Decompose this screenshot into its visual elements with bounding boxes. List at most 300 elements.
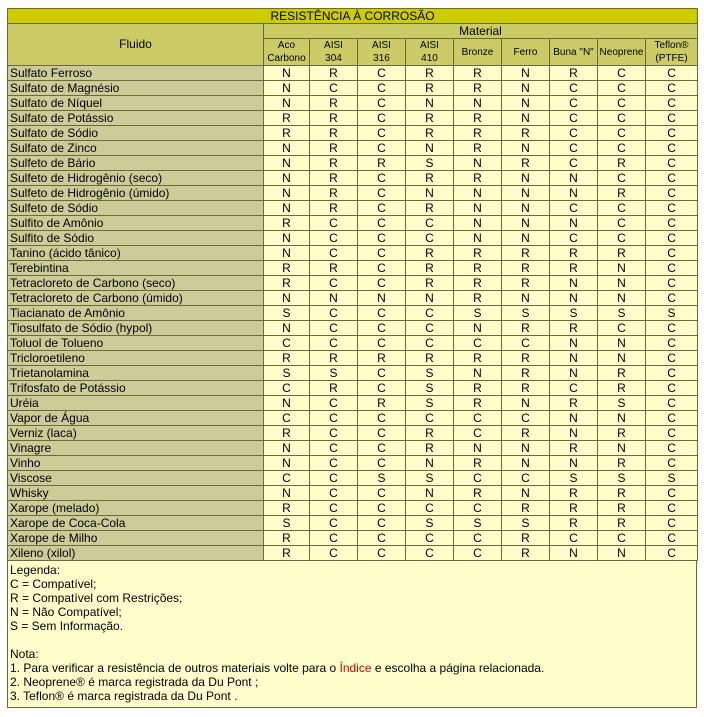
- compatibility-cell: S: [646, 306, 698, 321]
- material-header-8: [646, 39, 698, 66]
- compatibility-cell: R: [454, 111, 502, 126]
- compatibility-cell: S: [406, 381, 454, 396]
- compatibility-cell: N: [502, 111, 550, 126]
- compatibility-cell: C: [646, 291, 698, 306]
- compatibility-cell: N: [598, 291, 646, 306]
- compatibility-cell: N: [550, 291, 598, 306]
- compatibility-cell: N: [264, 186, 310, 201]
- compatibility-cell: N: [550, 171, 598, 186]
- compatibility-cell: C: [358, 81, 406, 96]
- compatibility-cell: R: [310, 381, 358, 396]
- compatibility-cell: R: [454, 246, 502, 261]
- compatibility-cell: S: [598, 306, 646, 321]
- table-row: [8, 141, 698, 156]
- corrosion-table: [7, 8, 698, 561]
- compatibility-cell: R: [406, 246, 454, 261]
- compatibility-cell: R: [264, 216, 310, 231]
- compatibility-cell: R: [598, 486, 646, 501]
- compatibility-cell: C: [310, 216, 358, 231]
- compatibility-cell: R: [598, 186, 646, 201]
- compatibility-cell: C: [358, 456, 406, 471]
- compatibility-cell: N: [454, 201, 502, 216]
- compatibility-cell: R: [550, 66, 598, 81]
- compatibility-cell: R: [310, 141, 358, 156]
- compatibility-cell: R: [310, 111, 358, 126]
- fluid-name-cell: Sulfato de Níquel: [8, 96, 264, 111]
- compatibility-cell: N: [264, 231, 310, 246]
- fluid-name-cell: Sulfito de Sódio: [8, 231, 264, 246]
- compatibility-cell: N: [264, 96, 310, 111]
- compatibility-cell: C: [646, 351, 698, 366]
- compatibility-cell: N: [502, 291, 550, 306]
- legend-notes-box: [7, 561, 697, 708]
- table-row: [8, 276, 698, 291]
- table-row: [8, 351, 698, 366]
- fluid-name-cell: Vapor de Água: [8, 411, 264, 426]
- compatibility-cell: N: [550, 351, 598, 366]
- compatibility-cell: C: [454, 546, 502, 561]
- fluid-name-cell: Xarope de Milho: [8, 531, 264, 546]
- compatibility-cell: C: [646, 411, 698, 426]
- table-row: [8, 291, 698, 306]
- compatibility-cell: R: [550, 246, 598, 261]
- fluid-name-cell: Xarope de Coca-Cola: [8, 516, 264, 531]
- compatibility-cell: S: [550, 306, 598, 321]
- compatibility-cell: R: [550, 501, 598, 516]
- compatibility-cell: C: [310, 471, 358, 486]
- compatibility-cell: R: [502, 321, 550, 336]
- compatibility-cell: R: [406, 201, 454, 216]
- compatibility-cell: C: [646, 66, 698, 81]
- compatibility-cell: C: [358, 306, 406, 321]
- compatibility-cell: N: [598, 441, 646, 456]
- compatibility-cell: R: [454, 291, 502, 306]
- compatibility-cell: R: [310, 96, 358, 111]
- compatibility-cell: R: [264, 351, 310, 366]
- compatibility-cell: C: [358, 201, 406, 216]
- fluid-name-cell: Trifosfato de Potássio: [8, 381, 264, 396]
- compatibility-cell: S: [454, 516, 502, 531]
- compatibility-cell: C: [310, 306, 358, 321]
- compatibility-cell: R: [264, 501, 310, 516]
- fluid-name-cell: Sulfeto de Sódio: [8, 201, 264, 216]
- table-title: RESISTÊNCIA À CORROSÃO: [8, 9, 698, 24]
- compatibility-cell: C: [358, 171, 406, 186]
- compatibility-cell: R: [310, 156, 358, 171]
- compatibility-cell: C: [406, 546, 454, 561]
- compatibility-cell: R: [406, 111, 454, 126]
- table-row: [8, 246, 698, 261]
- compatibility-cell: C: [358, 501, 406, 516]
- table-row: [8, 426, 698, 441]
- compatibility-cell: N: [264, 246, 310, 261]
- compatibility-cell: N: [454, 186, 502, 201]
- fluid-name-cell: Tricloroetileno: [8, 351, 264, 366]
- compatibility-cell: C: [406, 501, 454, 516]
- compatibility-cell: C: [646, 531, 698, 546]
- compatibility-cell: C: [358, 366, 406, 381]
- compatibility-cell: N: [550, 426, 598, 441]
- compatibility-cell: C: [358, 231, 406, 246]
- compatibility-cell: N: [454, 441, 502, 456]
- compatibility-cell: C: [358, 141, 406, 156]
- compatibility-cell: R: [406, 171, 454, 186]
- compatibility-cell: C: [598, 531, 646, 546]
- compatibility-cell: S: [406, 471, 454, 486]
- table-row: [8, 66, 698, 81]
- table-row: [8, 546, 698, 561]
- compatibility-cell: C: [310, 546, 358, 561]
- table-row: [8, 171, 698, 186]
- compatibility-cell: N: [454, 216, 502, 231]
- compatibility-cell: C: [646, 246, 698, 261]
- compatibility-cell: C: [264, 471, 310, 486]
- compatibility-cell: C: [454, 471, 502, 486]
- compatibility-cell: R: [406, 276, 454, 291]
- table-row: [8, 396, 698, 411]
- compatibility-cell: N: [264, 141, 310, 156]
- material-header-7: [598, 39, 646, 66]
- table-body: [8, 66, 698, 561]
- compatibility-cell: C: [502, 336, 550, 351]
- compatibility-cell: C: [406, 411, 454, 426]
- compatibility-cell: C: [406, 306, 454, 321]
- compatibility-cell: N: [454, 156, 502, 171]
- compatibility-cell: N: [550, 456, 598, 471]
- compatibility-cell: N: [406, 141, 454, 156]
- corrosion-resistance-panel: [7, 8, 697, 708]
- compatibility-cell: R: [454, 81, 502, 96]
- compatibility-cell: N: [264, 321, 310, 336]
- compatibility-cell: C: [310, 441, 358, 456]
- compatibility-cell: R: [454, 351, 502, 366]
- compatibility-cell: N: [502, 141, 550, 156]
- compatibility-cell: C: [550, 111, 598, 126]
- compatibility-cell: C: [646, 336, 698, 351]
- fluid-name-cell: Sulfato de Potássio: [8, 111, 264, 126]
- compatibility-cell: N: [502, 441, 550, 456]
- compatibility-cell: S: [598, 471, 646, 486]
- compatibility-cell: R: [502, 426, 550, 441]
- material-header-line: 316: [373, 53, 390, 64]
- compatibility-cell: C: [598, 66, 646, 81]
- fluid-name-cell: Tetracloreto de Carbono (seco): [8, 276, 264, 291]
- compatibility-cell: C: [646, 381, 698, 396]
- compatibility-cell: R: [502, 366, 550, 381]
- compatibility-cell: R: [454, 486, 502, 501]
- fluid-name-cell: Sulfeto de Bário: [8, 156, 264, 171]
- compatibility-cell: C: [358, 411, 406, 426]
- compatibility-cell: R: [358, 396, 406, 411]
- compatibility-cell: R: [406, 426, 454, 441]
- compatibility-cell: N: [550, 366, 598, 381]
- compatibility-cell: C: [358, 126, 406, 141]
- compatibility-cell: R: [310, 186, 358, 201]
- compatibility-cell: C: [310, 231, 358, 246]
- compatibility-cell: R: [502, 261, 550, 276]
- compatibility-cell: R: [264, 276, 310, 291]
- compatibility-cell: N: [502, 66, 550, 81]
- legend-item: R = Compatível com Restrições;: [10, 591, 183, 605]
- compatibility-cell: C: [310, 336, 358, 351]
- legend-item: S = Sem Informação.: [10, 619, 124, 633]
- fluid-name-cell: Sulfato de Magnésio: [8, 81, 264, 96]
- compatibility-cell: C: [406, 336, 454, 351]
- compatibility-cell: N: [502, 96, 550, 111]
- compatibility-cell: R: [502, 531, 550, 546]
- compatibility-cell: R: [454, 456, 502, 471]
- compatibility-cell: C: [646, 141, 698, 156]
- table-row: [8, 486, 698, 501]
- compatibility-cell: C: [598, 171, 646, 186]
- material-header-line: Aco: [277, 40, 296, 51]
- compatibility-cell: C: [358, 186, 406, 201]
- compatibility-cell: N: [406, 291, 454, 306]
- compatibility-cell: N: [502, 171, 550, 186]
- compatibility-cell: C: [646, 186, 698, 201]
- compatibility-cell: N: [502, 486, 550, 501]
- fluid-column-header: Fluido: [8, 24, 264, 66]
- table-row: [8, 411, 698, 426]
- compatibility-cell: C: [406, 531, 454, 546]
- fluid-name-cell: Trietanolamina: [8, 366, 264, 381]
- compatibility-cell: C: [646, 111, 698, 126]
- compatibility-cell: C: [598, 231, 646, 246]
- compatibility-cell: R: [502, 126, 550, 141]
- compatibility-cell: R: [502, 156, 550, 171]
- compatibility-cell: C: [358, 546, 406, 561]
- compatibility-cell: R: [310, 201, 358, 216]
- compatibility-cell: R: [502, 501, 550, 516]
- table-row: [8, 336, 698, 351]
- compatibility-cell: R: [598, 381, 646, 396]
- compatibility-cell: S: [310, 366, 358, 381]
- compatibility-cell: C: [550, 531, 598, 546]
- fluid-name-cell: Tiosulfato de Sódio (hypol): [8, 321, 264, 336]
- compatibility-cell: R: [264, 426, 310, 441]
- compatibility-cell: S: [264, 516, 310, 531]
- compatibility-cell: R: [454, 66, 502, 81]
- compatibility-cell: C: [550, 381, 598, 396]
- compatibility-cell: C: [598, 111, 646, 126]
- compatibility-cell: S: [264, 366, 310, 381]
- compatibility-cell: R: [598, 366, 646, 381]
- compatibility-cell: N: [502, 396, 550, 411]
- compatibility-cell: C: [646, 366, 698, 381]
- table-row: [8, 81, 698, 96]
- compatibility-cell: C: [310, 276, 358, 291]
- fluid-name-cell: Vinho: [8, 456, 264, 471]
- compatibility-cell: C: [358, 426, 406, 441]
- compatibility-cell: R: [406, 81, 454, 96]
- compatibility-cell: C: [454, 411, 502, 426]
- compatibility-cell: R: [264, 546, 310, 561]
- fluid-name-cell: Uréia: [8, 396, 264, 411]
- compatibility-cell: C: [358, 111, 406, 126]
- compatibility-cell: S: [406, 396, 454, 411]
- compatibility-cell: N: [550, 546, 598, 561]
- compatibility-cell: C: [646, 171, 698, 186]
- table-row: [8, 441, 698, 456]
- material-header-line: Ferro: [513, 46, 538, 58]
- fluid-name-cell: Whisky: [8, 486, 264, 501]
- material-header-4: [454, 39, 502, 66]
- compatibility-cell: C: [264, 381, 310, 396]
- compatibility-cell: R: [598, 246, 646, 261]
- compatibility-cell: N: [264, 456, 310, 471]
- note-2: 2. Neoprene® é marca registrada da Du Pont ;: [10, 675, 259, 689]
- material-header-1: [310, 39, 358, 66]
- table-row: [8, 306, 698, 321]
- fluid-name-cell: Sulfeto de Hidrogênio (úmido): [8, 186, 264, 201]
- compatibility-cell: C: [598, 81, 646, 96]
- compatibility-cell: N: [502, 216, 550, 231]
- compatibility-cell: C: [646, 156, 698, 171]
- compatibility-cell: R: [406, 261, 454, 276]
- compatibility-cell: C: [310, 516, 358, 531]
- table-row: [8, 366, 698, 381]
- legend-item: N = Não Compatível;: [10, 605, 122, 619]
- table-row: [8, 201, 698, 216]
- material-header-line: Carbono: [267, 53, 306, 64]
- compatibility-cell: C: [646, 201, 698, 216]
- compatibility-cell: C: [310, 426, 358, 441]
- compatibility-cell: R: [358, 156, 406, 171]
- compatibility-cell: S: [454, 306, 502, 321]
- compatibility-cell: C: [310, 81, 358, 96]
- compatibility-cell: C: [502, 411, 550, 426]
- compatibility-cell: C: [454, 531, 502, 546]
- material-header-line: 410: [421, 53, 438, 64]
- material-header-line: (PTFE): [655, 53, 688, 64]
- compatibility-cell: R: [310, 171, 358, 186]
- compatibility-cell: R: [454, 276, 502, 291]
- compatibility-cell: C: [406, 216, 454, 231]
- compatibility-cell: C: [646, 426, 698, 441]
- fluid-name-cell: Sulfato de Zinco: [8, 141, 264, 156]
- table-row: [8, 231, 698, 246]
- compatibility-cell: R: [406, 441, 454, 456]
- table-row: [8, 126, 698, 141]
- compatibility-cell: C: [310, 396, 358, 411]
- compatibility-cell: R: [598, 516, 646, 531]
- compatibility-cell: C: [550, 201, 598, 216]
- compatibility-cell: C: [264, 411, 310, 426]
- material-header-line: AISI: [420, 40, 439, 51]
- compatibility-cell: N: [598, 411, 646, 426]
- compatibility-cell: N: [264, 291, 310, 306]
- compatibility-cell: C: [310, 321, 358, 336]
- compatibility-cell: C: [550, 126, 598, 141]
- compatibility-cell: C: [646, 261, 698, 276]
- compatibility-cell: C: [358, 531, 406, 546]
- fluid-name-cell: Sulfeto de Hidrogênio (seco): [8, 171, 264, 186]
- note-1: [10, 661, 694, 675]
- compatibility-cell: C: [406, 231, 454, 246]
- compatibility-cell: R: [406, 126, 454, 141]
- compatibility-cell: C: [598, 96, 646, 111]
- compatibility-cell: R: [454, 396, 502, 411]
- compatibility-cell: N: [454, 96, 502, 111]
- material-header-line: Neoprene: [599, 46, 644, 58]
- table-row: [8, 216, 698, 231]
- fluid-name-cell: Tetracloreto de Carbono (úmido): [8, 291, 264, 306]
- compatibility-cell: N: [598, 276, 646, 291]
- compatibility-cell: R: [264, 126, 310, 141]
- compatibility-cell: N: [598, 336, 646, 351]
- note-1-text-before: 1. Para verificar a resistência de outros materiais volte para o: [10, 661, 340, 675]
- fluid-name-cell: Xarope (melado): [8, 501, 264, 516]
- compatibility-cell: R: [502, 246, 550, 261]
- compatibility-cell: C: [550, 96, 598, 111]
- compatibility-cell: N: [502, 231, 550, 246]
- compatibility-cell: C: [454, 336, 502, 351]
- compatibility-cell: C: [646, 456, 698, 471]
- compatibility-cell: N: [406, 186, 454, 201]
- fluid-name-cell: Verniz (laca): [8, 426, 264, 441]
- compatibility-cell: R: [598, 426, 646, 441]
- material-header-3: [406, 39, 454, 66]
- compatibility-cell: R: [502, 546, 550, 561]
- compatibility-cell: R: [358, 351, 406, 366]
- notes-title: Nota:: [10, 647, 39, 661]
- compatibility-cell: R: [454, 141, 502, 156]
- compatibility-cell: N: [454, 366, 502, 381]
- compatibility-cell: N: [598, 261, 646, 276]
- compatibility-cell: N: [502, 201, 550, 216]
- material-header-line: Teflon®: [654, 40, 689, 51]
- compatibility-cell: R: [550, 516, 598, 531]
- compatibility-cell: R: [550, 441, 598, 456]
- compatibility-cell: C: [646, 546, 698, 561]
- compatibility-cell: N: [550, 216, 598, 231]
- compatibility-cell: N: [550, 186, 598, 201]
- compatibility-cell: R: [502, 351, 550, 366]
- compatibility-cell: C: [310, 246, 358, 261]
- compatibility-cell: C: [646, 216, 698, 231]
- material-header-line: Bronze: [461, 46, 494, 58]
- compatibility-cell: S: [598, 396, 646, 411]
- table-row: [8, 471, 698, 486]
- compatibility-cell: C: [550, 231, 598, 246]
- compatibility-cell: C: [310, 531, 358, 546]
- compatibility-cell: C: [264, 336, 310, 351]
- compatibility-cell: R: [264, 111, 310, 126]
- material-header-6: [550, 39, 598, 66]
- compatibility-cell: C: [646, 321, 698, 336]
- compatibility-cell: C: [358, 486, 406, 501]
- table-row: [8, 96, 698, 111]
- fluid-name-cell: Terebintina: [8, 261, 264, 276]
- compatibility-cell: N: [406, 486, 454, 501]
- compatibility-cell: N: [264, 66, 310, 81]
- compatibility-cell: R: [454, 126, 502, 141]
- compatibility-cell: R: [454, 171, 502, 186]
- table-row: [8, 516, 698, 531]
- compatibility-cell: C: [646, 486, 698, 501]
- compatibility-cell: C: [646, 501, 698, 516]
- table-row: [8, 456, 698, 471]
- index-link[interactable]: Índice: [339, 661, 372, 675]
- compatibility-cell: C: [310, 486, 358, 501]
- compatibility-cell: C: [454, 426, 502, 441]
- compatibility-cell: C: [358, 516, 406, 531]
- fluid-name-cell: Xileno (xilol): [8, 546, 264, 561]
- compatibility-cell: C: [646, 126, 698, 141]
- compatibility-cell: C: [550, 141, 598, 156]
- fluid-name-cell: Sulfato de Sódio: [8, 126, 264, 141]
- compatibility-cell: C: [310, 411, 358, 426]
